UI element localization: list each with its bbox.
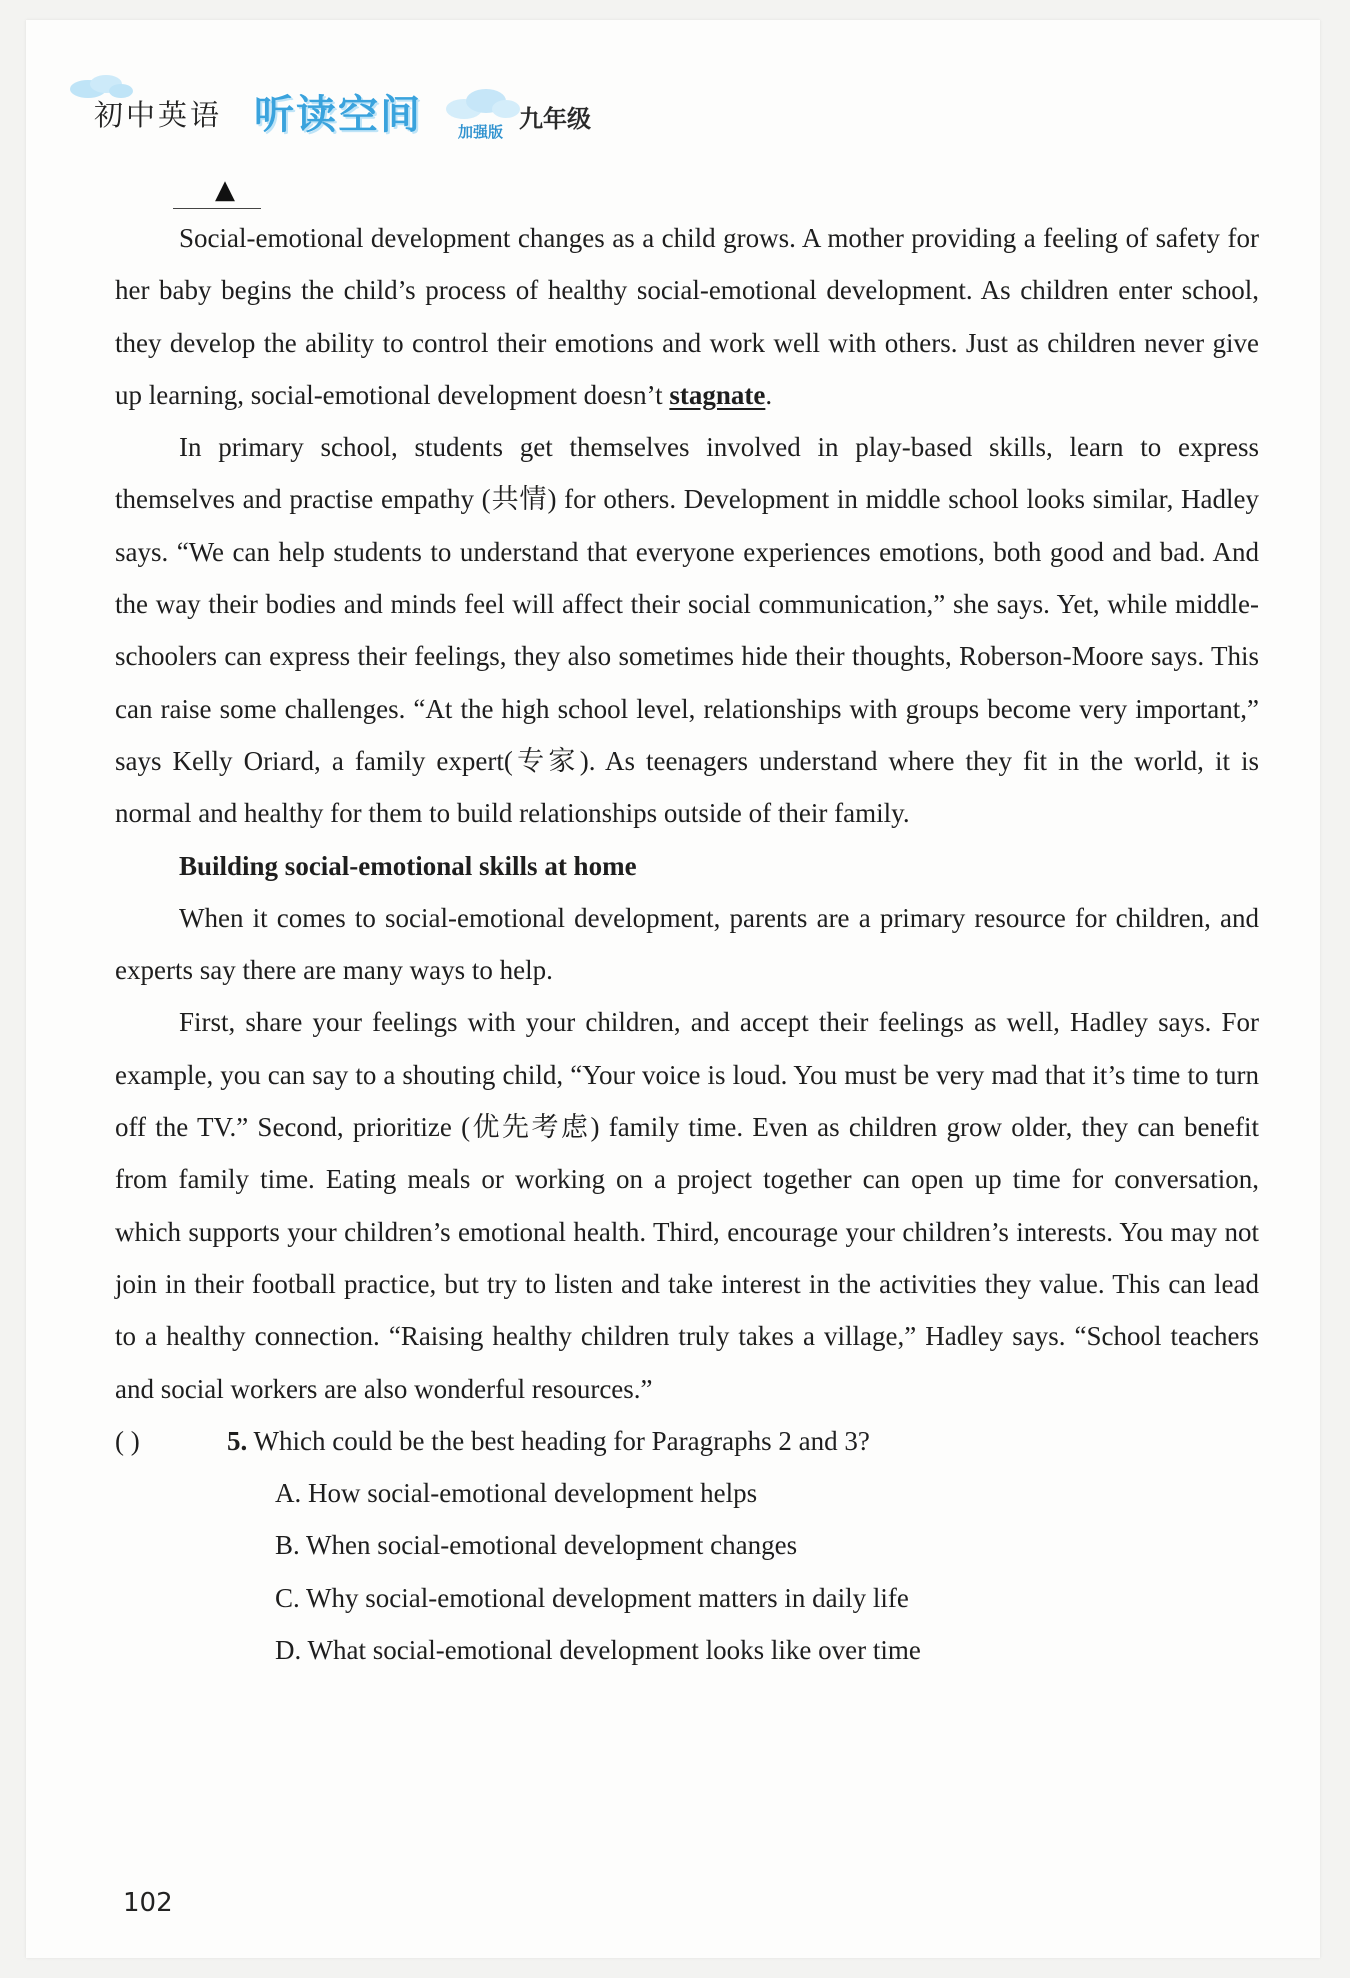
edition-label: 加强版 bbox=[458, 123, 504, 141]
question-number: 5. bbox=[227, 1425, 248, 1456]
marker-underline bbox=[173, 208, 261, 209]
question-5 bbox=[115, 1415, 1259, 1467]
option-c[interactable]: C. Why social-emotional development matters in daily life bbox=[275, 1582, 909, 1613]
grade-label: 九年级 bbox=[519, 105, 591, 133]
paragraph-4: First, share your feelings with your children, and accept their feelings as well, Hadley says. For example, you can say to a shouting child, “Your voice is loud. You must be very mad that it’s time to turn off the TV.” Second, prioritize (优先考虑) family time. Even as children grow older, they can benefit from family time. Eating meals or working on a project together can open up time for conversation, which supports your children’s emotional health. Third, encourage your children’s interests. You may not join in their football practice, but try to listen and take interest in the activities they value. This can lead to a healthy connection. “Raising healthy children truly takes a village,” Hadley says. “School teachers and social workers are also wonderful resources.” bbox=[115, 1007, 1259, 1404]
cloud-decoration-icon bbox=[444, 83, 524, 123]
option-d[interactable]: D. What social-emotional development looks like over time bbox=[275, 1635, 921, 1666]
paragraph-1-end: . bbox=[765, 379, 773, 410]
section-marker bbox=[115, 160, 1259, 212]
vocabulary-keyword: stagnate bbox=[669, 379, 766, 410]
triangle-icon: ▲ bbox=[215, 175, 235, 205]
paragraph-1-text: Social-emotional development changes as a child grows. A mother providing a feeling of safety for her baby begins the child’s process of healthy social-emotional development. As children enter school, they develop the ability to control their emotions and work well with others. Just as children never give up learning, social-emotional development doesn’t bbox=[115, 223, 1259, 410]
option-b[interactable]: B. When social-emotional development changes bbox=[275, 1530, 798, 1561]
series-title: 初中英语 bbox=[94, 98, 223, 132]
section-subheading: Building social-emotional skills at home bbox=[179, 850, 637, 881]
paragraph-2: In primary school, students get themselves involved in play-based skills, learn to express themselves and practise empathy (共情) for others. Development in middle school looks similar, Hadley says. “We can help students to understand that everyone experiences emotions, both good and bad. And the way their bodies and minds feel will affect their social communication,” she says. Yet, while middle-schoolers can express their feelings, they also sometimes hide their thoughts, Roberson-Moore says. This can raise some challenges. “At the high school level, relationships with groups become very important,” says Kelly Oriard, a family expert(专家). As teenagers understand where they fit in the world, it is normal and healthy for them to build relationships outside of their family. bbox=[115, 432, 1259, 829]
question-text: Which could be the best heading for Paragraphs 2 and 3? bbox=[253, 1425, 870, 1456]
textbook-page bbox=[26, 20, 1320, 1958]
paragraph-3: When it comes to social-emotional development, parents are a primary resource for children, and experts say there are many ways to help. bbox=[115, 902, 1259, 986]
brand-logo: 听读空间 bbox=[254, 92, 422, 138]
paragraph-1 bbox=[115, 212, 1259, 421]
reading-passage bbox=[115, 160, 1259, 1676]
option-a[interactable]: A. How social-emotional development helps bbox=[275, 1478, 758, 1509]
page-number: 102 bbox=[123, 1888, 173, 1918]
answer-bracket[interactable]: ( ) bbox=[115, 1425, 140, 1456]
